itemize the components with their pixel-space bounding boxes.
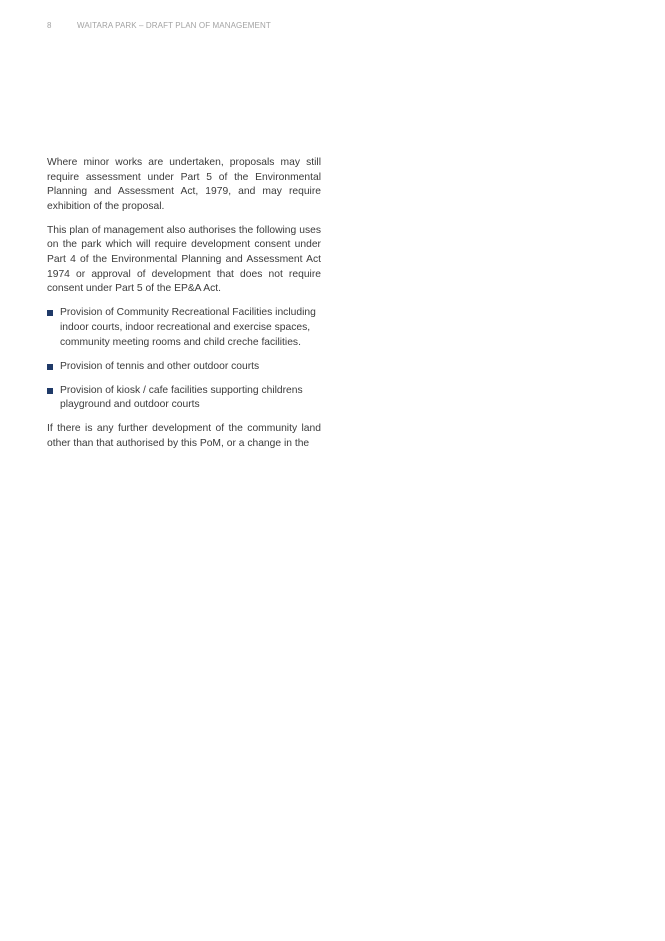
list-item-text: Provision of kiosk / cafe facilities supporting childrens playground and outdoor courts bbox=[60, 384, 303, 411]
list-item-text: Provision of Community Recreational Facilities including indoor courts, indoor recreational and exercise spaces, community meeting rooms and child creche facilities. bbox=[60, 307, 316, 348]
square-bullet-icon bbox=[47, 388, 53, 394]
running-title: WAITARA PARK – DRAFT PLAN OF MANAGEMENT bbox=[77, 21, 271, 30]
paragraph-authorised-uses: This plan of management also authorises the following uses on the park which will require development consent under Part 4 of the Environmental Planning and Assessment Act 1974 or approval of development that does not require consent under Part 5 of the EP&A Act. bbox=[47, 224, 321, 295]
square-bullet-icon bbox=[47, 310, 53, 316]
list-item-text: Provision of tennis and other outdoor courts bbox=[60, 360, 260, 372]
square-bullet-icon bbox=[47, 364, 53, 370]
body-text-column bbox=[47, 156, 321, 461]
running-header bbox=[47, 21, 271, 30]
list-item bbox=[47, 360, 321, 375]
authorised-uses-list bbox=[47, 306, 321, 413]
page-number: 8 bbox=[47, 21, 52, 30]
paragraph-minor-works: Where minor works are undertaken, proposals may still require assessment under Part 5 of the Environmental Planning and Assessment Act, 1979, and may require exhibition of the proposal. bbox=[47, 157, 321, 212]
list-item bbox=[47, 306, 321, 350]
paragraph-further-development: If there is any further development of the community land other than that authorised by this PoM, or a change in the bbox=[47, 423, 321, 449]
list-item bbox=[47, 384, 321, 413]
